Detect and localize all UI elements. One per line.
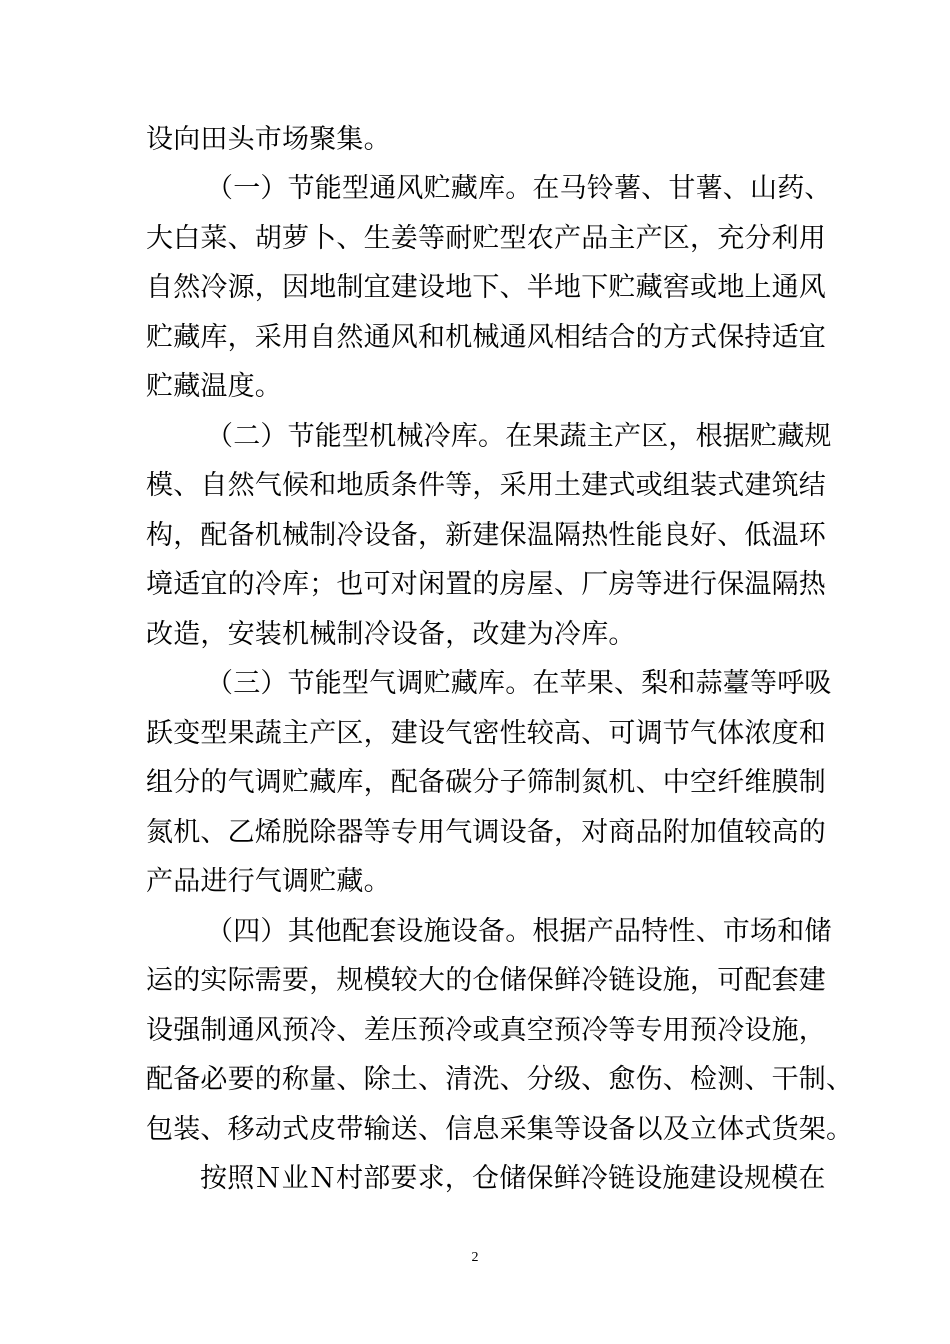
paragraph-line: 境适宜的冷库；也可对闲置的房屋、厂房等进行保温隔热 xyxy=(146,569,826,600)
paragraph-line: 跃变型果蔬主产区，建设气密性较高、可调节气体浓度和 xyxy=(146,718,826,749)
paragraph-line: 配备必要的称量、除土、清洗、分级、愈伤、检测、干制、 xyxy=(146,1064,854,1095)
paragraph-line: 组分的气调贮藏库，配备碳分子筛制氮机、中空纤维膜制 xyxy=(146,767,826,798)
paragraph-line: 贮藏温度。 xyxy=(146,371,282,402)
paragraph-line: 氮机、乙烯脱除器等专用气调设备，对商品附加值较高的 xyxy=(146,817,826,848)
paragraph-line: 包装、移动式皮带输送、信息采集等设备以及立体式货架。 xyxy=(146,1114,854,1145)
section-heading-line: （四）其他配套设施设备。根据产品特性、市场和储 xyxy=(206,916,832,947)
section-heading-line: （二）节能型机械冷库。在果蔬主产区，根据贮藏规 xyxy=(206,421,832,452)
paragraph-line: 构，配备机械制冷设备，新建保温隔热性能良好、低温环 xyxy=(146,520,826,551)
section-heading-line: （三）节能型气调贮藏库。在苹果、梨和蒜薹等呼吸 xyxy=(206,668,832,699)
page-number: 2 xyxy=(471,1250,479,1265)
paragraph-line: 改造，安装机械制冷设备，改建为冷库。 xyxy=(146,619,636,650)
paragraph-line: 设强制通风预冷、差压预冷或真空预冷等专用预冷设施， xyxy=(146,1015,826,1046)
paragraph-line: 大白菜、胡萝卜、生姜等耐贮型农产品主产区，充分利用 xyxy=(146,223,826,254)
paragraph-line: 产品进行气调贮藏。 xyxy=(146,866,391,897)
paragraph-line: 按照Ｎ业Ｎ村部要求，仓储保鲜冷链设施建设规模在 xyxy=(200,1163,826,1194)
paragraph-line: 设向田头市场聚集。 xyxy=(146,124,391,155)
section-heading-line: （一）节能型通风贮藏库。在马铃薯、甘薯、山药、 xyxy=(206,173,832,204)
paragraph-line: 运的实际需要，规模较大的仓储保鲜冷链设施，可配套建 xyxy=(146,965,826,996)
paragraph-line: 自然冷源，因地制宜建设地下、半地下贮藏窖或地上通风 xyxy=(146,272,826,303)
paragraph-line: 贮藏库，采用自然通风和机械通风相结合的方式保持适宜 xyxy=(146,322,826,353)
paragraph-line: 模、自然气候和地质条件等，采用土建式或组装式建筑结 xyxy=(146,470,826,501)
